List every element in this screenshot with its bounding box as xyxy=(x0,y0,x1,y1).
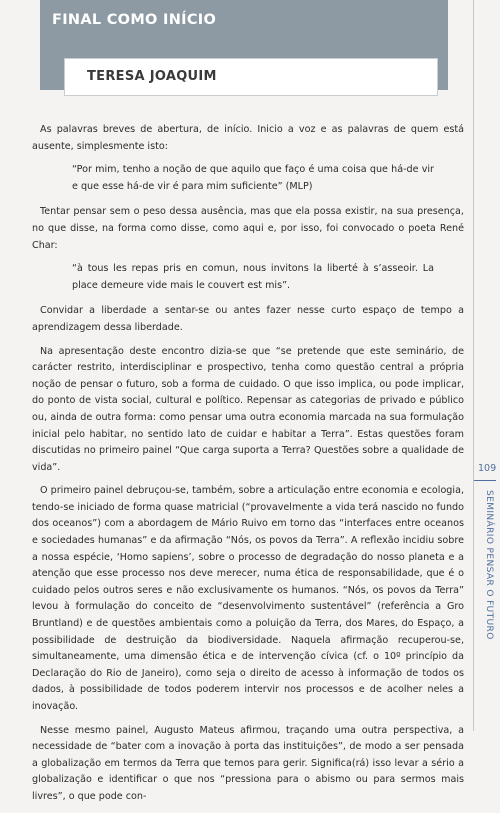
author-box xyxy=(64,58,438,96)
paragraph: O primeiro painel debruçou-se, também, sobre a articulação entre economia e ecologia, tendo-se iniciado de forma quase matricial (“provavelmente a vida terá nascido no fundo dos oceanos”) com a abordagem de Mário Ruivo em torno das “interfaces entre oceanos e sociedades humanas” e da afirmação “Nós, os povos da Terra”. A reflexão incidiu sobre a nossa espécie, ‘Homo sapiens’, sobre o processo de degradação do nosso planeta e a atenção que esse processo nos deve merecer, numa ética de responsabilidade, que é o cuidado pelos outros seres e não exclusivamente os humanos. “Nós, os povos da Terra” levou à formulação do conceito de “desenvolvimento sustentável” (referência a Gro Bruntland) e de questões ambientais como a poluição da Terra, dos Mares, do Espaço, a possibilidade de destruição da biodiversidade. Naquela afirmação recuperou-se, simultaneamente, uma dimensão ética e de intervenção cívica (cf. o 10º princípio da Declaração do Rio de Janeiro), como seja o direito de acesso à informação de todos os dados, à possibilidade de todos poderem intervir nos processos e de acolher neles a inovação. xyxy=(32,485,464,712)
quote: “Por mim, tenho a noção de que aquilo que faço é uma coisa que há-de vir e que esse há-de vir é para mim suficiente” (MLP) xyxy=(72,164,434,192)
running-title: SEMINÁRIO PENSAR O FUTURO xyxy=(484,490,494,640)
quote: “à tous les repas pris en comun, nous invitons la liberté à s’asseoir. La place demeure vide mais le couvert est mis”. xyxy=(72,263,434,291)
article-body xyxy=(32,122,464,813)
author-name: TERESA JOAQUIM xyxy=(87,69,217,84)
page-number: 109 xyxy=(478,463,497,474)
paragraph: Convidar a liberdade a sentar-se ou antes fazer nesse curto espaço de tempo a aprendizagem dessa liberdade. xyxy=(32,305,464,333)
paragraph: Nesse mesmo painel, Augusto Mateus afirmou, traçando uma outra perspectiva, a necessidade de “bater com a inovação à porta das instituições”, de modo a ser pensada a globalização em termos da Terra que temos para gerir. Significa(rá) isso levar a sério a globalização e identificar o que nos “pressiona para o abismo ou para sermos mais livres”, o que pode con- xyxy=(32,724,464,802)
margin-rule xyxy=(473,0,474,731)
paragraph: As palavras breves de abertura, de início. Inicio a voz e as palavras de quem está ausente, simplesmente isto: xyxy=(32,124,464,152)
paragraph: Na apresentação deste encontro dizia-se que “se pretende que este seminário, de carácter restrito, interdisciplinar e prospectivo, tenha como questão central a própria noção de pensar o futuro, sob a forma de cuidado. O que isso implica, ou pode implicar, do ponto de vista social, cultural e político. Repensar as categorias de privado e público ou, ainda de outra forma: como pensar uma outra economia marcada na sua formulação inicial pelo habitar, no sentido lato de cuidar e habitar a Terra”. Estas questões foram discutidas no primeiro painel “Que carga suporta a Terra? Questões sobre a qualidade de vida”. xyxy=(32,345,464,473)
page-number-rule xyxy=(474,480,496,481)
section-title: FINAL COMO INÍCIO xyxy=(52,12,217,28)
paragraph: Tentar pensar sem o peso dessa ausência, mas que ela possa existir, na sua presença, no que disse, na forma como disse, como aqui e, por isso, foi convocado o poeta René Char: xyxy=(32,206,464,251)
